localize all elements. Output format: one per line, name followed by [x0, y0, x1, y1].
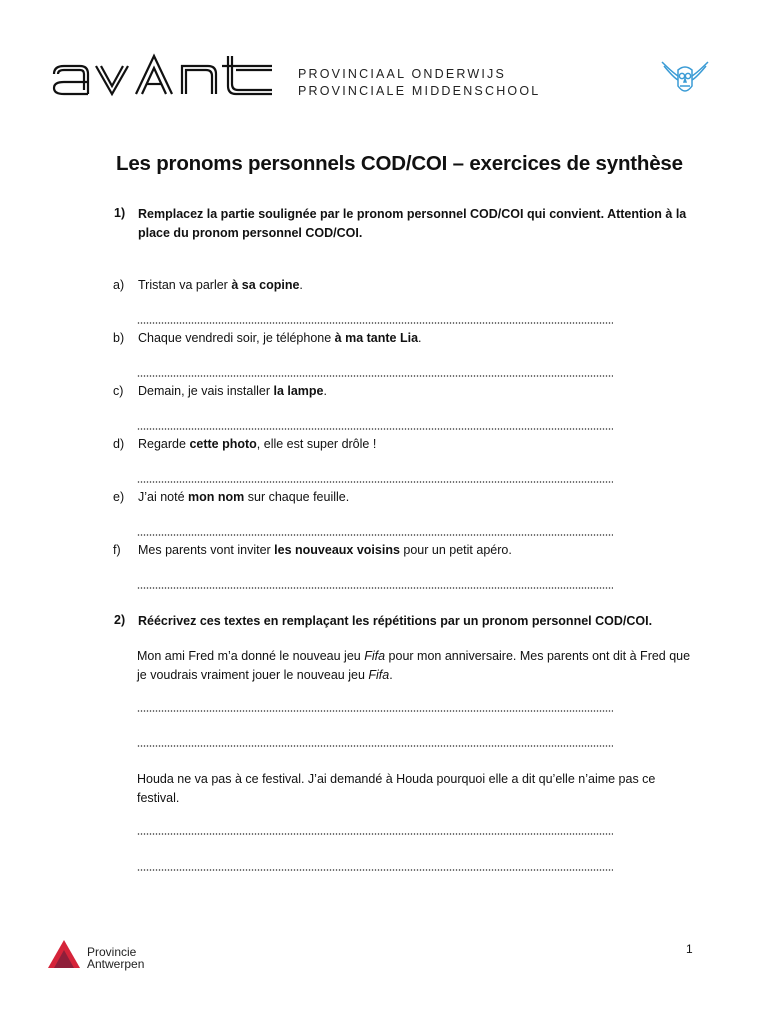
item-text: J’ai noté: [138, 490, 189, 504]
owl-icon: [660, 56, 710, 98]
answer-line[interactable]: [137, 375, 613, 377]
item-text: Tristan va parler: [138, 278, 232, 292]
item-label: e): [113, 490, 125, 504]
item-label: f): [113, 543, 121, 557]
item-text-end: pour un petit apéro.: [399, 543, 512, 557]
item-bold-text: les nouveaux voisins: [274, 543, 400, 557]
item-text-end: .: [323, 384, 327, 398]
answer-line[interactable]: [137, 869, 613, 871]
section-2-number: 2): [114, 613, 126, 627]
item-text-end: .: [299, 278, 303, 292]
item-bold-text: à sa copine: [231, 278, 300, 292]
answer-line[interactable]: [137, 428, 613, 430]
item-bold-text: mon nom: [188, 490, 245, 504]
item-label: c): [113, 384, 124, 398]
provincie-logo-icon: [48, 940, 80, 968]
answer-line[interactable]: [137, 745, 613, 747]
page-title: Les pronoms personnels COD/COI – exercices de synthèse: [116, 152, 683, 175]
answer-line[interactable]: [137, 833, 613, 835]
exercise-item-c: [113, 384, 327, 398]
answer-line[interactable]: [137, 710, 613, 712]
item-label: a): [113, 278, 125, 292]
item-label: b): [113, 331, 125, 345]
item-bold-text: la lampe: [273, 384, 324, 398]
passage-text: Mon ami Fred m’a donné le nouveau jeu: [137, 649, 365, 663]
footer-line-1: Provincie: [87, 945, 137, 959]
passage-text: pour mon anniversaire. Mes parents ont dit à Fred que je voudrais vraiment jouer le nouveau jeu: [137, 649, 691, 682]
item-text-end: sur chaque feuille.: [244, 490, 350, 504]
passage-text: .: [389, 668, 393, 682]
provincie-logo-text: [87, 946, 144, 970]
item-text: Regarde: [138, 437, 190, 451]
passage-italic: Fifa: [364, 649, 386, 663]
answer-line[interactable]: [137, 481, 613, 483]
school-line-1: PROVINCIAAL ONDERWIJS: [298, 67, 507, 81]
section-1-number: 1): [114, 206, 126, 220]
exercise-item-b: [113, 331, 422, 345]
text-passage-1: [137, 647, 697, 685]
avant-logo: [50, 52, 280, 102]
item-text: Demain, je vais installer: [138, 384, 274, 398]
answer-line[interactable]: [137, 322, 613, 324]
footer-line-2: Antwerpen: [87, 957, 145, 971]
exercise-item-d: [113, 437, 376, 451]
section-2-instruction: Réécrivez ces textes en remplaçant les répétitions par un pronom personnel COD/COI.: [138, 614, 653, 628]
item-text: Mes parents vont inviter: [138, 543, 275, 557]
school-name: [298, 66, 540, 100]
answer-line[interactable]: [137, 587, 613, 589]
item-text: Chaque vendredi soir, je téléphone: [138, 331, 335, 345]
item-label: d): [113, 437, 125, 451]
exercise-item-f: [113, 543, 512, 557]
item-bold-text: à ma tante Lia: [334, 331, 419, 345]
item-text-end: , elle est super drôle !: [256, 437, 377, 451]
school-line-2: PROVINCIALE MIDDENSCHOOL: [298, 84, 541, 98]
text-passage-2: Houda ne va pas à ce festival. J’ai demandé à Houda pourquoi elle a dit qu’elle n’aime pas ce festival.: [137, 772, 656, 805]
passage-italic: Fifa: [368, 668, 390, 682]
section-1-instruction: Remplacez la partie soulignée par le pronom personnel COD/COI qui convient. Attention à la place du pronom personnel COD/COI.: [138, 207, 687, 240]
exercise-item-a: [113, 278, 303, 292]
answer-line[interactable]: [137, 534, 613, 536]
page-number: 1: [686, 942, 693, 956]
item-text-end: .: [418, 331, 422, 345]
item-bold-text: cette photo: [189, 437, 257, 451]
exercise-item-e: [113, 490, 349, 504]
